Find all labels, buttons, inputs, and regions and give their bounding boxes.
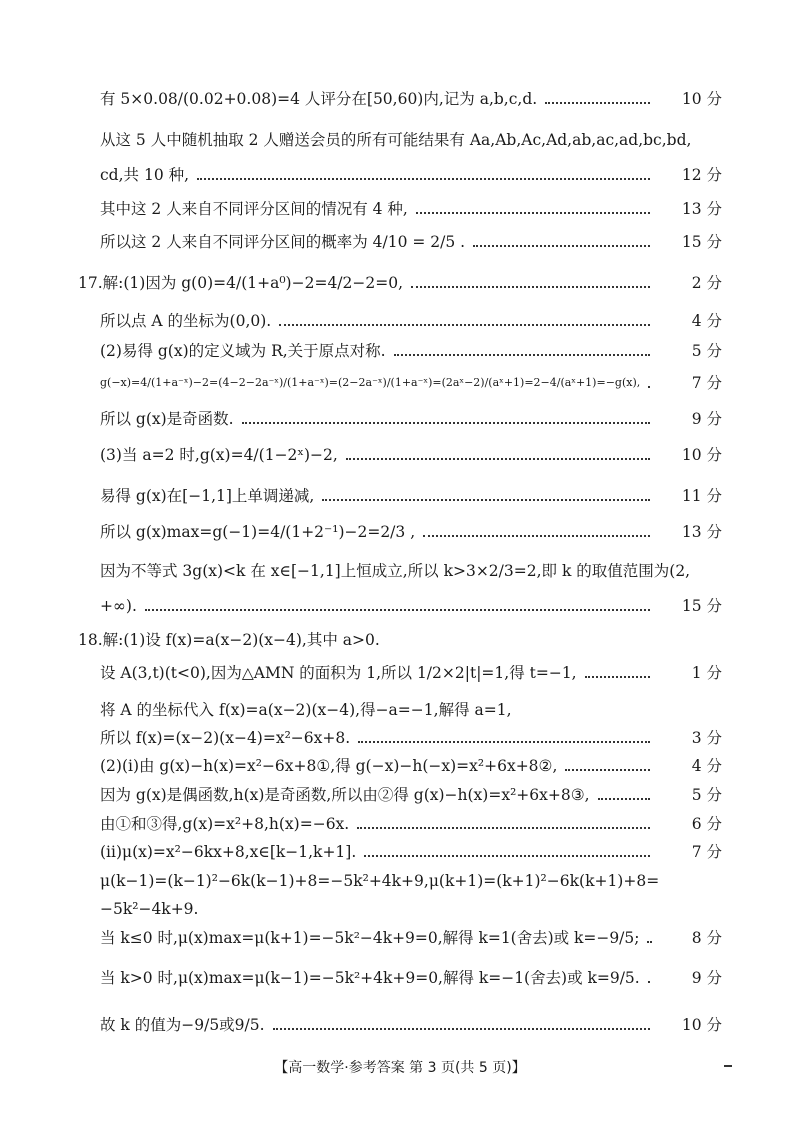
line-text: 17.解:(1)因为 g(0)=4/(1+a⁰)−2=4/2−2=0, xyxy=(78,274,404,292)
leader-dots xyxy=(358,741,650,743)
score-label: 10 分 xyxy=(681,1016,722,1034)
score-label: 1 分 xyxy=(691,664,722,682)
line-text: 所以点 A 的坐标为(0,0). xyxy=(100,312,272,330)
answer-line xyxy=(0,84,800,114)
leader-dots xyxy=(648,386,650,388)
answer-line xyxy=(0,268,800,298)
line-text: 将 A 的坐标代入 f(x)=a(x−2)(x−4),得−a=−1,解得 a=1, xyxy=(100,701,512,719)
answer-line xyxy=(0,837,800,867)
line-text: (ⅱ)μ(x)=x²−6kx+8,x∈[k−1,k+1]. xyxy=(100,843,357,861)
line-text: 易得 g(x)在[−1,1]上单调递减, xyxy=(100,487,315,505)
line-text: 18.解:(1)设 f(x)=a(x−2)(x−4),其中 a>0. xyxy=(78,631,380,649)
leader-dots xyxy=(647,941,650,943)
score-label: 6 分 xyxy=(691,815,722,833)
leader-dots xyxy=(357,827,650,829)
leader-dots xyxy=(545,102,650,104)
answer-line xyxy=(0,517,800,547)
leader-dots xyxy=(394,354,650,356)
score-label: 15 分 xyxy=(681,233,722,251)
answer-line xyxy=(0,125,800,155)
score-label: 4 分 xyxy=(691,757,722,775)
line-text: (2)易得 g(x)的定义域为 R,关于原点对称. xyxy=(100,342,386,360)
score-label: 13 分 xyxy=(681,200,722,218)
answer-line xyxy=(0,194,800,224)
leader-dots xyxy=(197,178,650,180)
score-label: 10 分 xyxy=(681,90,722,108)
answer-line xyxy=(0,894,800,924)
answer-line xyxy=(0,923,800,953)
answer-line xyxy=(0,866,800,896)
score-label: 13 分 xyxy=(681,523,722,541)
corner-mark xyxy=(724,1065,732,1067)
line-text: 其中这 2 人来自不同评分区间的情况有 4 种, xyxy=(100,200,408,218)
line-text: 故 k 的值为−9/5或9/5. xyxy=(100,1016,265,1034)
answer-line xyxy=(0,695,800,725)
answer-line xyxy=(0,751,800,781)
leader-dots xyxy=(346,458,650,460)
score-label: 7 分 xyxy=(691,843,722,861)
leader-dots xyxy=(423,535,650,537)
line-text: (2)(ⅰ)由 g(x)−h(x)=x²−6x+8①,得 g(−x)−h(−x)=x²+6x+8②, xyxy=(100,757,558,775)
answer-line xyxy=(0,625,800,655)
line-text: 因为 g(x)是偶函数,h(x)是奇函数,所以由②得 g(x)−h(x)=x²+6x+8③, xyxy=(100,786,590,804)
answer-line xyxy=(0,440,800,470)
line-text: 当 k>0 时,μ(x)max=μ(k−1)=−5k²+4k+9=0,解得 k=−1(舍去)或 k=9/5. xyxy=(100,969,640,987)
leader-dots xyxy=(279,324,650,326)
leader-dots xyxy=(145,609,650,611)
answer-line xyxy=(0,963,800,993)
answer-line xyxy=(0,306,800,336)
answer-line xyxy=(0,780,800,810)
leader-dots xyxy=(273,1028,650,1030)
answer-line xyxy=(0,336,800,366)
leader-dots xyxy=(322,499,650,501)
line-text: 从这 5 人中随机抽取 2 人赠送会员的所有可能结果有 Aa,Ab,Ac,Ad,ab,ac,ad,bc,bd, xyxy=(100,131,692,149)
line-text: 由①和③得,g(x)=x²+8,h(x)=−6x. xyxy=(100,815,350,833)
score-label: 4 分 xyxy=(691,312,722,330)
line-text: +∞). xyxy=(100,597,137,615)
score-label: 2 分 xyxy=(691,274,722,292)
leader-dots xyxy=(411,286,650,288)
line-text: −5k²−4k+9. xyxy=(100,900,199,918)
answer-line xyxy=(0,658,800,688)
line-text: 设 A(3,t)(t<0),因为△AMN 的面积为 1,所以 1/2×2|t|=1,得 t=−1, xyxy=(100,664,577,682)
score-label: 3 分 xyxy=(691,729,722,747)
leader-dots xyxy=(364,855,650,857)
leader-dots xyxy=(416,212,650,214)
score-label: 9 分 xyxy=(691,410,722,428)
line-text: 所以 g(x)是奇函数. xyxy=(100,410,234,428)
line-text: 因为不等式 3g(x)<k 在 x∈[−1,1]上恒成立,所以 k>3×2/3=2,即 k 的取值范围为(2, xyxy=(100,562,691,580)
score-label: 5 分 xyxy=(691,786,722,804)
line-text: 所以这 2 人来自不同评分区间的概率为 4/10 = 2/5 . xyxy=(100,233,466,251)
line-text: 当 k≤0 时,μ(x)max=μ(k+1)=−5k²−4k+9=0,解得 k=1(舍去)或 k=−9/5; xyxy=(100,929,640,947)
answer-line xyxy=(0,368,800,398)
line-text: 有 5×0.08/(0.02+0.08)=4 人评分在[50,60)内,记为 a,b,c,d. xyxy=(100,90,538,108)
score-label: 9 分 xyxy=(691,969,722,987)
line-text: (3)当 a=2 时,g(x)=4/(1−2ˣ)−2, xyxy=(100,446,338,464)
score-label: 5 分 xyxy=(691,342,722,360)
answer-line xyxy=(0,723,800,753)
page-footer: 【高一数学·参考答案 第 3 页(共 5 页)】 xyxy=(274,1060,526,1076)
line-text: μ(k−1)=(k−1)²−6k(k−1)+8=−5k²+4k+9,μ(k+1)=(k+1)²−6k(k+1)+8= xyxy=(100,872,660,890)
line-text: 所以 f(x)=(x−2)(x−4)=x²−6x+8. xyxy=(100,729,351,747)
answer-line xyxy=(0,481,800,511)
score-label: 7 分 xyxy=(691,374,722,392)
leader-dots xyxy=(598,798,650,800)
leader-dots xyxy=(565,769,650,771)
answer-line xyxy=(0,160,800,190)
answer-line xyxy=(0,1010,800,1040)
answer-line xyxy=(0,591,800,621)
line-text: cd,共 10 种, xyxy=(100,166,190,184)
score-label: 15 分 xyxy=(681,597,722,615)
answer-line xyxy=(0,404,800,434)
answer-line xyxy=(0,556,800,586)
line-text: g(−x)=4/(1+a⁻ˣ)−2=(4−2−2a⁻ˣ)/(1+a⁻ˣ)=(2−2a⁻ˣ)/(1+a⁻ˣ)=(2aˣ−2)/(aˣ+1)=2−4/(aˣ+1)=−g(x), xyxy=(100,376,641,389)
score-label: 12 分 xyxy=(681,166,722,184)
leader-dots xyxy=(242,422,650,424)
leader-dots xyxy=(648,981,650,983)
answer-line xyxy=(0,227,800,257)
answer-line xyxy=(0,809,800,839)
score-label: 8 分 xyxy=(691,929,722,947)
leader-dots xyxy=(473,245,650,247)
score-label: 10 分 xyxy=(681,446,722,464)
score-label: 11 分 xyxy=(681,487,722,505)
line-text: 所以 g(x)max=g(−1)=4/(1+2⁻¹)−2=2/3 , xyxy=(100,523,416,541)
leader-dots xyxy=(585,676,650,678)
